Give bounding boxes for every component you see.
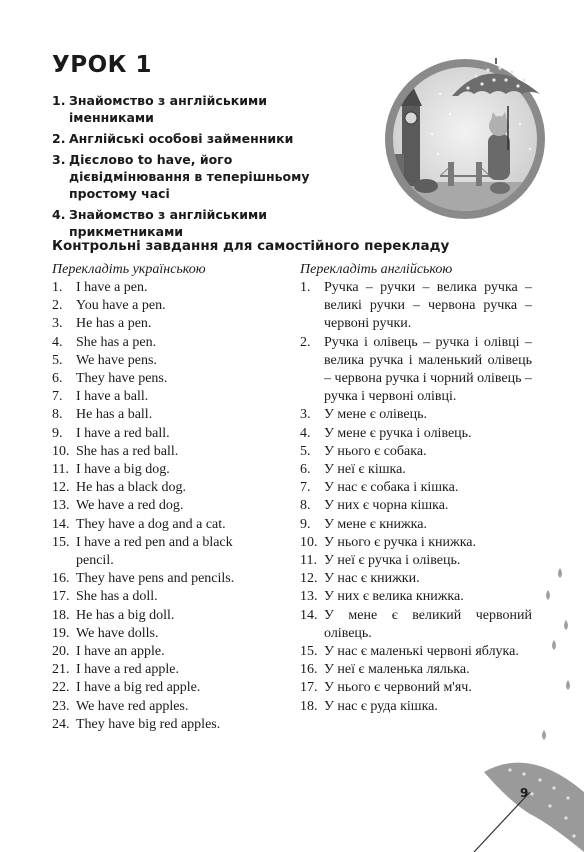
exercise-number: 17. <box>52 589 70 605</box>
exercise-item <box>300 406 532 424</box>
exercise-text: We have a red dog. <box>76 498 184 514</box>
exercise-text: She has a doll. <box>76 589 158 605</box>
exercise-item <box>300 588 532 606</box>
exercise-number: 10. <box>300 534 318 550</box>
raindrops-decoration <box>540 560 580 760</box>
exercise-text: They have pens and pencils. <box>76 571 235 587</box>
exercise-number: 1. <box>300 280 311 295</box>
exercise-number: 3. <box>300 407 311 423</box>
exercise-text: У нього є ручка і книжка. <box>324 534 477 550</box>
topic-text <box>69 151 352 202</box>
exercise-number: 11. <box>300 553 317 569</box>
exercise-text: У нього є собака. <box>324 443 427 459</box>
exercise-text: We have dolls. <box>76 625 159 641</box>
topic-number: 4. <box>52 207 66 222</box>
exercise-item <box>300 497 532 515</box>
exercise-item <box>52 716 272 734</box>
exercise-text: У них є чорна кішка. <box>324 498 449 514</box>
exercise-item <box>300 279 532 334</box>
topic-text-pre: Дієслово <box>69 152 138 167</box>
exercise-text: У нас є собака і кішка. <box>324 480 459 496</box>
exercise-number: 6. <box>52 371 63 387</box>
exercise-item <box>300 334 532 407</box>
exercise-item <box>300 661 532 679</box>
exercise-text: У мене є ручка і олівець. <box>324 425 472 441</box>
exercise-number: 3. <box>52 316 63 332</box>
exercise-number: 1. <box>52 280 63 295</box>
exercise-number: 14. <box>52 516 70 532</box>
topic-number: 3. <box>52 152 66 167</box>
exercise-item <box>300 570 532 588</box>
exercise-item <box>52 461 272 479</box>
exercise-number: 9. <box>52 425 63 441</box>
exercise-text: She has a pen. <box>76 334 157 350</box>
topic-keyword: to have <box>137 152 191 167</box>
exercise-item <box>52 497 272 515</box>
exercise-text: We have red apples. <box>76 698 189 714</box>
right-column-heading: Перекладіть англійською <box>300 262 453 277</box>
exercise-number: 24. <box>52 716 70 732</box>
exercise-number: 9. <box>300 516 311 532</box>
exercise-item <box>300 479 532 497</box>
exercise-text: He has a black dog. <box>76 480 187 496</box>
exercise-item <box>52 297 272 315</box>
topic-item <box>52 92 352 126</box>
exercise-number: 16. <box>52 571 70 587</box>
exercise-text: I have a red pen and a black pencil. <box>76 534 233 569</box>
exercise-item <box>52 679 272 697</box>
exercise-number: 8. <box>300 498 311 514</box>
exercise-item <box>52 315 272 333</box>
exercise-number: 6. <box>300 462 311 478</box>
exercise-item <box>52 370 272 388</box>
topic-text: Знайомство з англійськими прикметниками <box>69 207 267 239</box>
exercise-number: 21. <box>52 662 70 678</box>
exercise-text: I have a red apple. <box>76 662 179 678</box>
exercise-number: 15. <box>52 534 70 550</box>
exercise-item <box>300 643 532 661</box>
umbrella-decoration <box>470 752 588 852</box>
exercise-number: 13. <box>300 589 318 605</box>
exercise-text: I have a ball. <box>76 389 149 405</box>
exercise-item <box>300 425 532 443</box>
exercise-text: У мене є олівець. <box>324 407 428 423</box>
exercise-item <box>300 461 532 479</box>
exercise-number: 19. <box>52 625 70 641</box>
exercise-number: 20. <box>52 644 70 660</box>
exercise-text: He has a ball. <box>76 407 153 423</box>
exercise-number: 17. <box>300 680 318 696</box>
exercise-number: 8. <box>52 407 63 423</box>
exercise-number: 22. <box>52 680 70 696</box>
exercise-item <box>300 443 532 461</box>
lesson-title: УРОК 1 <box>52 52 152 78</box>
exercise-text: They have big red apples. <box>76 716 221 732</box>
exercise-item <box>52 625 272 643</box>
exercise-item <box>52 661 272 679</box>
exercise-text: They have a dog and a cat. <box>76 516 226 532</box>
exercise-item <box>52 516 272 534</box>
topic-text: Знайомство з англійськими іменниками <box>69 93 267 125</box>
london-umbrella-illustration <box>380 54 550 224</box>
exercise-text: I have a pen. <box>76 280 148 295</box>
page-number: 9 <box>520 786 529 800</box>
exercise-text: I have an apple. <box>76 644 165 660</box>
exercise-number: 16. <box>300 662 318 678</box>
exercise-item <box>52 607 272 625</box>
exercise-item <box>52 443 272 461</box>
topic-text-post: , його дієвідмінювання в теперішньому простому часі <box>69 152 310 201</box>
exercise-text: I have a big dog. <box>76 462 170 478</box>
exercise-item <box>52 279 272 297</box>
exercise-text: У нас є маленькі червоні яблука. <box>324 644 519 660</box>
exercise-number: 5. <box>52 352 63 368</box>
exercise-text: У нього є червоний м'яч. <box>324 680 472 696</box>
exercise-item <box>52 570 272 588</box>
right-exercise-list <box>300 279 532 716</box>
exercise-item <box>52 588 272 606</box>
exercise-item <box>52 698 272 716</box>
exercise-number: 11. <box>52 462 69 478</box>
exercise-number: 18. <box>52 607 70 623</box>
exercise-item <box>52 534 272 570</box>
exercise-number: 15. <box>300 644 318 660</box>
topic-number: 2. <box>52 131 66 146</box>
exercise-item <box>300 534 532 552</box>
left-exercise-list <box>52 279 272 734</box>
exercise-number: 12. <box>300 571 318 587</box>
exercise-text: They have pens. <box>76 371 168 387</box>
exercise-number: 5. <box>300 443 311 459</box>
exercise-item <box>300 552 532 570</box>
exercise-number: 10. <box>52 443 70 459</box>
exercise-number: 7. <box>300 480 311 496</box>
exercise-text: У мене є книжка. <box>324 516 427 532</box>
exercise-item <box>300 698 532 716</box>
exercise-item <box>300 679 532 697</box>
exercise-number: 23. <box>52 698 70 714</box>
topic-item <box>52 130 352 147</box>
exercise-text: У нас є книжки. <box>324 571 420 587</box>
exercise-text: I have a big red apple. <box>76 680 201 696</box>
exercise-number: 2. <box>52 298 63 314</box>
exercise-text: У мене є великий червоний олівець. <box>324 607 532 641</box>
exercise-number: 13. <box>52 498 70 514</box>
exercise-text: He has a big doll. <box>76 607 175 623</box>
exercise-item <box>52 352 272 370</box>
exercise-number: 7. <box>52 389 63 405</box>
exercise-text: She has a red ball. <box>76 443 179 459</box>
exercise-item <box>52 406 272 424</box>
exercise-text: He has a pen. <box>76 316 152 332</box>
topic-text: Англійські особові займенники <box>69 131 294 146</box>
exercise-item <box>52 388 272 406</box>
exercise-number: 2. <box>300 334 311 350</box>
section-title: Контрольні завдання для самостійного перекладу <box>52 238 450 254</box>
exercise-text: У неї є кішка. <box>324 462 406 478</box>
topics-list <box>52 92 352 244</box>
exercise-number: 18. <box>300 698 318 714</box>
exercise-text: We have pens. <box>76 352 157 368</box>
exercise-item <box>300 516 532 534</box>
left-column-heading: Перекладіть українською <box>52 262 206 277</box>
exercise-text: I have a red ball. <box>76 425 170 441</box>
topic-item <box>52 206 352 240</box>
exercise-number: 12. <box>52 480 70 496</box>
exercise-number: 4. <box>300 425 311 441</box>
exercise-item <box>52 479 272 497</box>
exercise-text: У нас є руда кішка. <box>324 698 438 714</box>
topic-number: 1. <box>52 93 66 108</box>
exercise-text: Ручка – ручки – велика ручка – великі ручки – червона ручка – червоні ручки. <box>324 280 532 332</box>
exercise-text: У неї є маленька лялька. <box>324 662 470 678</box>
exercise-text: У них є велика книжка. <box>324 589 464 605</box>
topic-item <box>52 151 352 202</box>
exercise-item <box>52 425 272 443</box>
exercise-item <box>300 607 532 643</box>
exercise-number: 4. <box>52 334 63 350</box>
exercise-item <box>52 643 272 661</box>
exercise-text: У неї є ручка і олівець. <box>324 553 461 569</box>
exercise-text: Ручка і олівець – ручка і олівці – велика ручка і маленький олівець – червона ручка і чорний олівець – ручка і червоні олівці. <box>324 334 532 405</box>
exercise-text: You have a pen. <box>76 298 166 314</box>
exercise-item <box>52 334 272 352</box>
exercise-number: 14. <box>300 607 318 623</box>
